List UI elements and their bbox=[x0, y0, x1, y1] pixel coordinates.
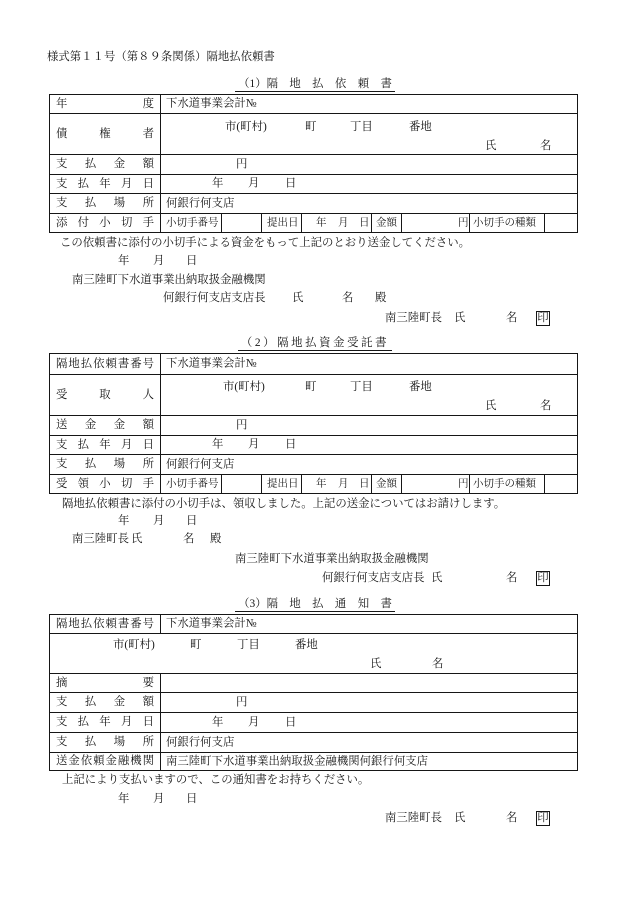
attached-check-label: 添 付 小 切 手 bbox=[56, 216, 154, 229]
account-number-text: 下水道事業会計№ bbox=[166, 357, 257, 370]
receipt-addressee-given-name: 名 bbox=[183, 533, 195, 545]
summary-label: 摘 要 bbox=[56, 676, 154, 689]
notice-table bbox=[49, 614, 578, 771]
request-number-value-cell bbox=[161, 615, 577, 633]
request-number-value-cell bbox=[161, 354, 577, 374]
request-signer-title: 南三陸町長 bbox=[385, 312, 442, 324]
year-text: 年 bbox=[212, 716, 224, 728]
remitting-bank-label-cell bbox=[50, 753, 161, 770]
request-statement: この依頼書に添付の小切手による資金をもって上記のとおり送金してください。 bbox=[60, 237, 471, 249]
pay-place-label-cell bbox=[50, 733, 161, 752]
receipt-date-day: 日 bbox=[186, 515, 198, 527]
pay-date-label: 支 払 年 月 日 bbox=[56, 438, 154, 451]
pay-place-value-cell bbox=[161, 455, 577, 474]
fiscal-year-label: 年 度 bbox=[56, 97, 154, 110]
town-text: 町 bbox=[305, 121, 317, 133]
pay-place-label: 支 払 場 所 bbox=[56, 458, 154, 470]
remit-amount-row bbox=[50, 415, 577, 435]
pay-date-value-cell bbox=[161, 713, 577, 732]
pay-date-row bbox=[50, 712, 577, 732]
amount-label: 支 払 金 額 bbox=[56, 696, 154, 708]
bank-branch-text: 何銀行何支店 bbox=[166, 458, 235, 470]
notice-title bbox=[0, 598, 630, 612]
notice-date-month: 月 bbox=[153, 793, 165, 805]
request-number-row bbox=[50, 615, 577, 633]
banchi-text: 番地 bbox=[295, 639, 318, 651]
check-number-value-cell bbox=[222, 214, 262, 232]
receipt-signer-organization: 南三陸町下水道事業出納取扱金融機関 bbox=[235, 553, 429, 565]
pay-date-label-cell bbox=[50, 713, 161, 732]
notice-date-day: 日 bbox=[186, 793, 198, 805]
request-number-label-cell bbox=[50, 615, 161, 633]
address-row bbox=[50, 633, 577, 673]
summary-label-cell bbox=[50, 674, 161, 692]
year-text: 年 bbox=[212, 177, 224, 190]
day-text: 日 bbox=[285, 177, 297, 190]
payee-label-cell bbox=[50, 375, 161, 415]
check-amount-value-cell bbox=[402, 475, 470, 493]
remitting-bank-label: 送金依頼金融機関 bbox=[56, 755, 154, 767]
notice-title-text: （3）隔 地 払 通 知 書 bbox=[235, 598, 395, 612]
given-name-text: 名 bbox=[540, 400, 552, 412]
receipt-date-month: 月 bbox=[153, 515, 165, 527]
request-number-label: 隔地払依頼書番号 bbox=[56, 357, 154, 370]
receipt-signer-given-name: 名 bbox=[506, 572, 518, 584]
yen-unit: 円 bbox=[458, 478, 469, 490]
month-text: 月 bbox=[338, 478, 349, 490]
surname-text: 氏 bbox=[370, 658, 382, 670]
summary-value-cell bbox=[161, 674, 577, 692]
pay-date-value-cell bbox=[161, 436, 577, 454]
receipt-addressee-title: 南三陸町長 bbox=[72, 533, 129, 545]
check-type-label-cell bbox=[470, 214, 545, 232]
receipt-addressee-honorific: 殿 bbox=[210, 533, 222, 545]
pay-place-value-cell bbox=[161, 733, 577, 752]
received-check-label: 受 領 小 切 手 bbox=[56, 477, 154, 490]
receipt-statement: 隔地払依頼書に添付の小切手は、領収しました。上記の送金についてはお請けします。 bbox=[62, 498, 506, 510]
day-text: 日 bbox=[359, 217, 370, 229]
check-type-label-cell bbox=[470, 475, 545, 493]
pay-date-label: 支 払 年 月 日 bbox=[56, 177, 154, 190]
town-text: 町 bbox=[190, 639, 202, 651]
check-number-label: 小切手番号 bbox=[166, 478, 219, 490]
received-check-row bbox=[50, 474, 577, 493]
request-date-month: 月 bbox=[153, 255, 165, 267]
day-text: 日 bbox=[359, 478, 370, 490]
year-text: 年 bbox=[316, 217, 327, 229]
bank-branch-text: 何銀行何支店 bbox=[166, 197, 235, 209]
month-text: 月 bbox=[248, 177, 260, 190]
request-number-label-cell bbox=[50, 354, 161, 374]
request-addressee-surname: 氏 bbox=[292, 292, 304, 304]
receipt-signer-surname: 氏 bbox=[431, 572, 443, 584]
seal-stamp-box: 印 bbox=[537, 312, 549, 324]
check-number-label: 小切手番号 bbox=[166, 217, 219, 229]
receipt-addressee-surname: 氏 bbox=[131, 533, 143, 545]
payee-value-cell bbox=[161, 375, 577, 415]
pay-place-label: 支 払 場 所 bbox=[56, 736, 154, 748]
creditor-row bbox=[50, 113, 577, 154]
received-check-label-cell bbox=[50, 475, 161, 493]
attached-check-label-cell bbox=[50, 214, 161, 232]
creditor-label-cell bbox=[50, 114, 161, 154]
received-check-value-cell bbox=[161, 475, 577, 493]
check-amount-value-cell bbox=[402, 214, 470, 232]
request-title bbox=[0, 78, 630, 92]
summary-row bbox=[50, 673, 577, 692]
check-amount-label: 金額 bbox=[376, 217, 397, 229]
request-signer-given-name: 名 bbox=[506, 312, 518, 324]
remit-amount-label: 送 金 金 額 bbox=[56, 419, 154, 431]
pay-date-label-cell bbox=[50, 436, 161, 454]
yen-unit: 円 bbox=[236, 696, 248, 708]
check-number-value-cell bbox=[222, 475, 262, 493]
form-header: 様式第１１号（第８９条関係）隔地払依頼書 bbox=[47, 51, 275, 63]
notice-statement: 上記により支払いますので、この通知書をお持ちください。 bbox=[62, 774, 370, 786]
day-text: 日 bbox=[285, 716, 297, 728]
pay-date-value-cell bbox=[161, 175, 577, 193]
month-text: 月 bbox=[248, 438, 260, 451]
surname-text: 氏 bbox=[485, 400, 497, 412]
pay-date-row bbox=[50, 174, 577, 193]
amount-value-cell bbox=[161, 155, 577, 174]
pay-date-row bbox=[50, 435, 577, 454]
payee-row bbox=[50, 374, 577, 415]
remit-amount-value-cell bbox=[161, 416, 577, 435]
request-signer-surname: 氏 bbox=[454, 312, 466, 324]
account-number-text: 下水道事業会計№ bbox=[166, 97, 257, 110]
pay-date-label: 支 払 年 月 日 bbox=[56, 716, 154, 728]
check-type-label: 小切手の種類 bbox=[473, 478, 536, 490]
check-type-label: 小切手の種類 bbox=[473, 217, 536, 229]
pay-place-row bbox=[50, 454, 577, 474]
request-addressee-given-name: 名 bbox=[342, 292, 354, 304]
check-amount-label: 金額 bbox=[376, 478, 397, 490]
amount-label-cell bbox=[50, 693, 161, 712]
amount-value-cell bbox=[161, 693, 577, 712]
submitted-label: 提出日 bbox=[267, 217, 299, 229]
amount-label-cell bbox=[50, 155, 161, 174]
given-name-text: 名 bbox=[432, 658, 444, 670]
notice-signer-surname: 氏 bbox=[454, 812, 466, 824]
city-text: 市(町村) bbox=[225, 121, 267, 133]
pay-place-row bbox=[50, 193, 577, 213]
chome-text: 丁目 bbox=[350, 121, 373, 133]
remit-amount-label-cell bbox=[50, 416, 161, 435]
fiscal-year-label-cell bbox=[50, 95, 161, 113]
request-date-year: 年 bbox=[118, 255, 130, 267]
submitted-label-cell bbox=[262, 475, 302, 493]
receipt-table bbox=[49, 353, 578, 494]
pay-date-label-cell bbox=[50, 175, 161, 193]
amount-row bbox=[50, 692, 577, 712]
city-text: 市(町村) bbox=[113, 639, 155, 651]
attached-check-value-cell bbox=[161, 214, 577, 232]
fiscal-year-row bbox=[50, 95, 577, 113]
account-number-text: 下水道事業会計№ bbox=[166, 617, 257, 630]
pay-place-label-cell bbox=[50, 455, 161, 474]
city-text: 市(町村) bbox=[223, 381, 265, 393]
pay-place-label: 支 払 場 所 bbox=[56, 197, 154, 209]
submitted-date-cell bbox=[302, 214, 372, 232]
payee-label: 受 取 人 bbox=[56, 388, 154, 401]
request-addressee-organization: 南三陸町下水道事業出納取扱金融機関 bbox=[72, 274, 266, 286]
check-number-label-cell bbox=[161, 475, 222, 493]
pay-place-value-cell bbox=[161, 194, 577, 213]
receipt-title bbox=[0, 337, 630, 351]
check-number-label-cell bbox=[161, 214, 222, 232]
yen-unit: 円 bbox=[236, 419, 248, 431]
seal-stamp-box: 印 bbox=[537, 572, 549, 584]
notice-signer-given-name: 名 bbox=[506, 812, 518, 824]
creditor-value-cell bbox=[161, 114, 577, 154]
yen-unit: 円 bbox=[458, 217, 469, 229]
chome-text: 丁目 bbox=[237, 639, 260, 651]
amount-row bbox=[50, 154, 577, 174]
given-name-text: 名 bbox=[540, 140, 552, 152]
check-amount-label-cell bbox=[372, 214, 402, 232]
check-amount-label-cell bbox=[372, 475, 402, 493]
request-number-label: 隔地払依頼書番号 bbox=[56, 617, 154, 630]
remitting-bank-row bbox=[50, 752, 577, 770]
banchi-text: 番地 bbox=[409, 381, 432, 393]
request-title-text: （1）隔 地 払 依 頼 書 bbox=[235, 78, 395, 92]
submitted-label-cell bbox=[262, 214, 302, 232]
year-text: 年 bbox=[212, 438, 224, 451]
seal-stamp-box: 印 bbox=[537, 812, 549, 824]
request-table bbox=[49, 94, 578, 233]
check-type-value-cell bbox=[545, 475, 577, 493]
creditor-label: 債 権 者 bbox=[56, 127, 154, 140]
receipt-date-year: 年 bbox=[118, 515, 130, 527]
town-text: 町 bbox=[305, 381, 317, 393]
request-addressee-honorific: 殿 bbox=[375, 292, 387, 304]
pay-place-row bbox=[50, 732, 577, 752]
banchi-text: 番地 bbox=[409, 121, 432, 133]
submitted-label: 提出日 bbox=[267, 478, 299, 490]
pay-place-label-cell bbox=[50, 194, 161, 213]
remitting-bank-text: 南三陸町下水道事業出納取扱金融機関何銀行何支店 bbox=[166, 755, 428, 767]
month-text: 月 bbox=[248, 716, 260, 728]
submitted-date-cell bbox=[302, 475, 372, 493]
request-number-row bbox=[50, 354, 577, 374]
bank-branch-text: 何銀行何支店 bbox=[166, 736, 235, 748]
yen-unit: 円 bbox=[236, 158, 248, 170]
notice-date-year: 年 bbox=[118, 793, 130, 805]
chome-text: 丁目 bbox=[350, 381, 373, 393]
month-text: 月 bbox=[338, 217, 349, 229]
receipt-signer-title: 何銀行何支店支店長 bbox=[322, 572, 425, 584]
remitting-bank-value-cell bbox=[161, 753, 577, 770]
notice-signer-title: 南三陸町長 bbox=[385, 812, 442, 824]
surname-text: 氏 bbox=[485, 140, 497, 152]
fiscal-year-value-cell bbox=[161, 95, 577, 113]
receipt-title-text: （2）隔地払資金受託書 bbox=[238, 337, 392, 351]
request-date-day: 日 bbox=[186, 255, 198, 267]
day-text: 日 bbox=[285, 438, 297, 451]
amount-label: 支 払 金 額 bbox=[56, 158, 154, 170]
year-text: 年 bbox=[316, 478, 327, 490]
check-type-value-cell bbox=[545, 214, 577, 232]
attached-check-row bbox=[50, 213, 577, 232]
request-addressee-title: 何銀行何支店支店長 bbox=[163, 292, 266, 304]
